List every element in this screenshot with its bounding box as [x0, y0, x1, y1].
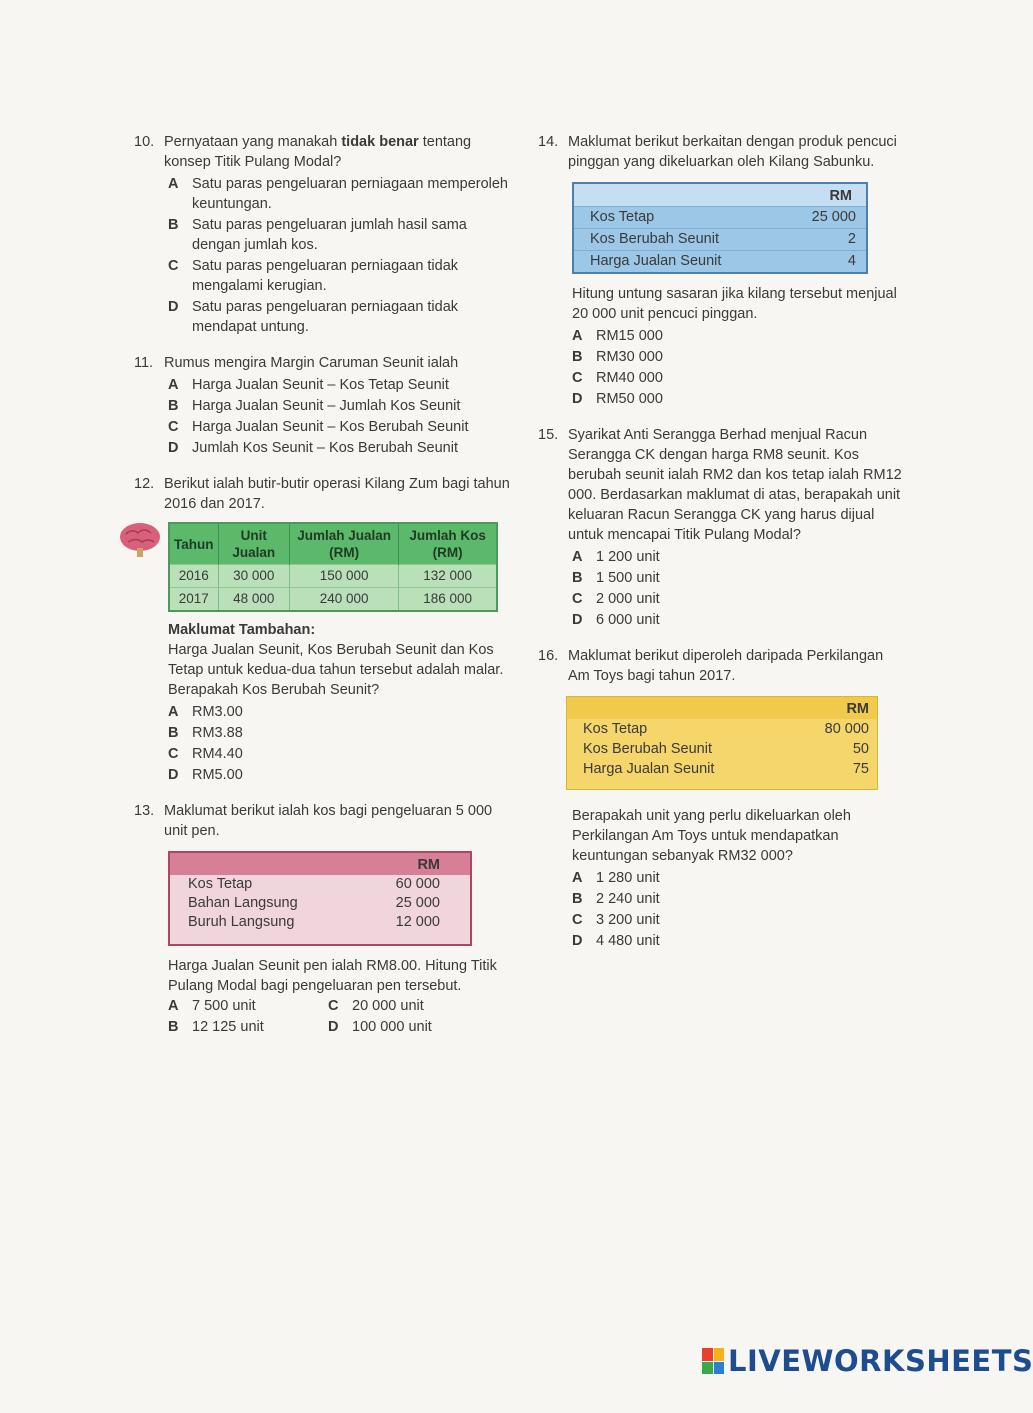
option-d[interactable] — [572, 610, 903, 630]
row-label: Kos Berubah Seunit — [583, 741, 712, 757]
table-row — [170, 894, 470, 913]
option-letter: D — [572, 612, 583, 628]
liveworksheets-logo[interactable] — [702, 1344, 1033, 1378]
question-text-post: tentang konsep Titik Pulang Modal? — [164, 134, 472, 170]
question-prompt: Harga Jualan Seunit pen ialah RM8.00. Hitung Titik Pulang Modal bagi pengeluaran pen tersebut. — [168, 958, 497, 994]
table-row — [567, 719, 877, 739]
option-c[interactable] — [328, 996, 488, 1016]
cost-table — [168, 851, 472, 946]
extra-info-text: Harga Jualan Seunit, Kos Berubah Seunit dan Kos Tetap untuk kedua-dua tahun tersebut adalah malar. — [168, 642, 504, 678]
table-cell: 150 000 — [290, 565, 399, 588]
option-a[interactable] — [168, 174, 514, 214]
question-14 — [538, 132, 903, 409]
row-value: 80 000 — [824, 721, 869, 737]
options — [168, 375, 514, 458]
question-text: Berikut ialah butir-butir operasi Kilang Zum bagi tahun 2016 dan 2017. — [164, 476, 510, 512]
option-a[interactable] — [572, 326, 903, 346]
table-cell: 48 000 — [218, 588, 290, 612]
option-letter: A — [168, 176, 179, 192]
option-text: RM40 000 — [596, 370, 663, 386]
option-c[interactable] — [572, 589, 903, 609]
table-row — [574, 206, 866, 228]
option-text: 1 200 unit — [596, 549, 660, 565]
option-letter: C — [168, 746, 179, 762]
row-value: 12 000 — [395, 914, 440, 930]
option-text: Satu paras pengeluaran perniagaan tidak mendapat untung. — [192, 299, 459, 335]
option-a[interactable] — [168, 996, 328, 1016]
question-number: 15. — [538, 427, 559, 443]
product-table — [572, 182, 868, 274]
option-b[interactable] — [572, 889, 903, 909]
logo-mark-cell — [714, 1362, 725, 1375]
option-letter: D — [168, 767, 179, 783]
row-value: 75 — [852, 761, 869, 777]
question-11 — [134, 353, 514, 458]
option-text: 12 125 unit — [192, 1019, 264, 1035]
row-value: 4 — [847, 253, 856, 269]
table-row — [169, 565, 497, 588]
option-text: RM5.00 — [192, 767, 243, 783]
table-row — [567, 739, 877, 759]
option-b[interactable] — [168, 215, 514, 255]
question-number: 13. — [134, 803, 155, 819]
option-c[interactable] — [168, 744, 514, 764]
row-label: Kos Berubah Seunit — [590, 231, 719, 247]
table-header: RM — [574, 184, 866, 206]
option-letter: B — [168, 398, 179, 414]
option-text: 6 000 unit — [596, 612, 660, 628]
operations-table — [168, 522, 498, 612]
question-number: 11. — [134, 355, 154, 371]
option-letter: D — [168, 440, 179, 456]
table-header: RM — [567, 697, 877, 719]
question-prompt: Berapakah unit yang perlu dikeluarkan oleh Perkilangan Am Toys untuk mendapatkan keuntungan sebanyak RM32 000? — [572, 808, 851, 864]
question-prompt: Berapakah Kos Berubah Seunit? — [168, 682, 380, 698]
table-header: Tahun — [169, 523, 218, 565]
option-d[interactable] — [168, 765, 514, 785]
option-letter: A — [168, 377, 179, 393]
logo-mark-icon — [702, 1348, 724, 1374]
option-text: Jumlah Kos Seunit – Kos Berubah Seunit — [192, 440, 458, 456]
option-c[interactable] — [168, 256, 514, 296]
question-12 — [134, 474, 514, 785]
row-value: 25 000 — [811, 209, 856, 225]
option-text: 100 000 unit — [352, 1019, 432, 1035]
option-letter: D — [168, 299, 179, 315]
option-d[interactable] — [328, 1017, 488, 1037]
option-text: RM15 000 — [596, 328, 663, 344]
options — [572, 326, 903, 409]
table-header: RM — [170, 853, 470, 875]
option-letter: C — [168, 419, 179, 435]
question-number: 16. — [538, 648, 559, 664]
option-letter: C — [572, 591, 583, 607]
options — [168, 174, 514, 337]
table-header: Unit Jualan — [218, 523, 290, 565]
options — [572, 547, 903, 630]
option-text: Satu paras pengeluaran perniagaan tidak mengalami kerugian. — [192, 258, 459, 294]
question-text: Maklumat berikut berkaitan dengan produk pencuci pinggan yang dikeluarkan oleh Kilang Sabunku. — [568, 134, 897, 170]
row-label: Harga Jualan Seunit — [590, 253, 722, 269]
option-a[interactable] — [572, 547, 903, 567]
option-text: 1 500 unit — [596, 570, 660, 586]
option-text: RM30 000 — [596, 349, 663, 365]
question-15 — [538, 425, 903, 630]
option-d[interactable] — [572, 931, 903, 951]
question-number: 12. — [134, 476, 155, 492]
option-letter: A — [168, 998, 179, 1014]
option-letter: C — [572, 370, 583, 386]
option-text: RM50 000 — [596, 391, 663, 407]
option-letter: A — [572, 870, 583, 886]
option-text: Harga Jualan Seunit – Kos Berubah Seunit — [192, 419, 469, 435]
option-d[interactable] — [168, 438, 514, 458]
table-header-row — [169, 523, 497, 565]
option-text: 3 200 unit — [596, 912, 660, 928]
row-label: Buruh Langsung — [188, 914, 295, 930]
row-label: Harga Jualan Seunit — [583, 761, 715, 777]
row-label: Kos Tetap — [590, 209, 655, 225]
option-letter: D — [328, 1019, 339, 1035]
toys-table — [566, 696, 878, 790]
option-text: Satu paras pengeluaran jumlah hasil sama dengan jumlah kos. — [192, 217, 467, 253]
option-text: Harga Jualan Seunit – Kos Tetap Seunit — [192, 377, 449, 393]
option-text: Harga Jualan Seunit – Jumlah Kos Seunit — [192, 398, 461, 414]
brain-icon — [118, 520, 162, 560]
option-letter: A — [168, 704, 179, 720]
option-a[interactable] — [168, 375, 514, 395]
question-text-pre: Pernyataan yang manakah — [164, 134, 342, 150]
option-b[interactable] — [572, 568, 903, 588]
question-16 — [538, 646, 903, 951]
option-letter: B — [572, 570, 583, 586]
option-text: 1 280 unit — [596, 870, 660, 886]
table-cell: 186 000 — [399, 588, 497, 612]
option-text: 20 000 unit — [352, 998, 424, 1014]
option-letter: D — [572, 933, 583, 949]
option-text: RM4.40 — [192, 746, 243, 762]
question-number: 10. — [134, 134, 155, 150]
option-letter: C — [328, 998, 339, 1014]
option-c[interactable] — [168, 417, 514, 437]
option-text: 2 240 unit — [596, 891, 660, 907]
row-label: Bahan Langsung — [188, 895, 298, 911]
option-letter: D — [572, 391, 583, 407]
table-cell: 2017 — [169, 588, 218, 612]
option-text: 7 500 unit — [192, 998, 256, 1014]
left-column — [134, 132, 514, 1054]
question-text: Maklumat berikut diperoleh daripada Perkilangan Am Toys bagi tahun 2017. — [568, 648, 884, 684]
question-text-bold: tidak benar — [341, 134, 419, 150]
table-cell: 240 000 — [290, 588, 399, 612]
option-c[interactable] — [572, 368, 903, 388]
table-header: Jumlah Kos (RM) — [399, 523, 497, 565]
row-value: 25 000 — [395, 895, 440, 911]
options — [572, 868, 903, 951]
question-13 — [134, 801, 514, 1038]
logo-mark-cell — [714, 1348, 725, 1361]
table-row — [169, 588, 497, 612]
option-letter: B — [572, 349, 583, 365]
table-row — [170, 913, 470, 944]
option-c[interactable] — [572, 910, 903, 930]
table-cell: 132 000 — [399, 565, 497, 588]
row-label: Kos Tetap — [583, 721, 648, 737]
option-b[interactable] — [168, 396, 514, 416]
option-letter: C — [168, 258, 179, 274]
logo-text: LIVEWORKSHEETS — [728, 1344, 1033, 1378]
option-b[interactable] — [168, 723, 514, 743]
question-text: Maklumat berikut ialah kos bagi pengeluaran 5 000 unit pen. — [164, 803, 493, 839]
table-cell: 30 000 — [218, 565, 290, 588]
question-number: 14. — [538, 134, 559, 150]
option-b[interactable] — [572, 347, 903, 367]
table-row — [574, 250, 866, 272]
option-a[interactable] — [168, 702, 514, 722]
option-text: Satu paras pengeluaran perniagaan memperoleh keuntungan. — [192, 176, 508, 212]
logo-mark-cell — [702, 1348, 713, 1361]
extra-info-title: Maklumat Tambahan: — [168, 622, 316, 638]
table-row — [567, 759, 877, 789]
option-text: 2 000 unit — [596, 591, 660, 607]
option-b[interactable] — [168, 1017, 328, 1037]
options — [168, 702, 514, 785]
option-d[interactable] — [168, 297, 514, 337]
table-row — [170, 875, 470, 894]
option-letter: C — [572, 912, 583, 928]
option-letter: B — [168, 1019, 179, 1035]
row-value: 2 — [847, 231, 856, 247]
option-a[interactable] — [572, 868, 903, 888]
question-10 — [134, 132, 514, 337]
option-text: RM3.00 — [192, 704, 243, 720]
question-text: Rumus mengira Margin Caruman Seunit ialah — [164, 355, 459, 371]
option-d[interactable] — [572, 389, 903, 409]
right-column — [538, 132, 903, 967]
table-row — [574, 228, 866, 250]
option-letter: B — [572, 891, 583, 907]
row-label: Kos Tetap — [188, 876, 253, 892]
option-letter: A — [572, 328, 583, 344]
option-letter: B — [168, 725, 179, 741]
option-letter: B — [168, 217, 179, 233]
question-prompt: Hitung untung sasaran jika kilang tersebut menjual 20 000 unit pencuci pinggan. — [572, 286, 897, 322]
option-letter: A — [572, 549, 583, 565]
option-text: 4 480 unit — [596, 933, 660, 949]
row-value: 60 000 — [395, 876, 440, 892]
question-text — [164, 132, 514, 172]
option-text: RM3.88 — [192, 725, 243, 741]
table-header: Jumlah Jualan (RM) — [290, 523, 399, 565]
logo-mark-cell — [702, 1362, 713, 1375]
question-text: Syarikat Anti Serangga Berhad menjual Racun Serangga CK dengan harga RM8 seunit. Kos berubah seunit ialah RM2 dan kos tetap ialah RM12 000. Berdasarkan maklumat di atas, berapakah unit keluaran Racun Serangga CK yang harus dijual untuk mencapai Titik Pulang Modal? — [568, 427, 902, 543]
table-cell: 2016 — [169, 565, 218, 588]
options — [168, 996, 514, 1038]
row-value: 50 — [852, 741, 869, 757]
